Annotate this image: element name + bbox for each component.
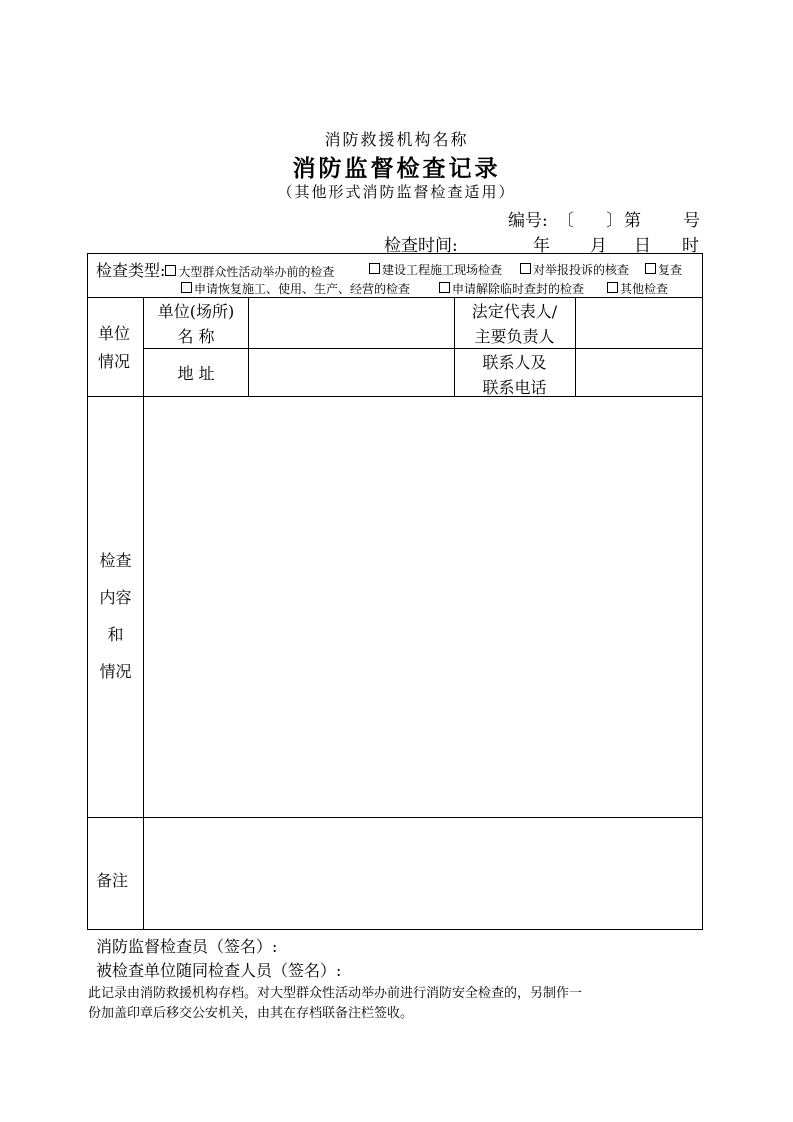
type-option-complaint[interactable]: 对举报投诉的核查: [520, 258, 629, 283]
serial-bracket-open: 〔: [557, 211, 574, 231]
type-option-large-event[interactable]: 大型群众性活动举办前的检查: [165, 265, 334, 279]
contact-label: 联系人及 联系电话: [482, 353, 547, 397]
legal-rep-label: 法定代表人/ 主要负责人: [471, 302, 558, 346]
content-label: 检查 内容 和 情况: [99, 551, 132, 681]
checkbox-icon[interactable]: [439, 282, 450, 293]
remarks-label: 备注: [96, 871, 129, 890]
accompanying-signature: 被检查单位随同检查人员（签名）:: [96, 961, 342, 980]
type-option-recheck[interactable]: 复查: [645, 258, 682, 283]
checkbox-icon[interactable]: [165, 265, 176, 276]
checkbox-icon[interactable]: [607, 282, 618, 293]
type-option-other[interactable]: 其他检查: [607, 277, 668, 302]
checkbox-icon[interactable]: [645, 263, 656, 274]
checkbox-icon[interactable]: [369, 263, 380, 274]
type-option-resume[interactable]: 申请恢复施工、使用、生产、经营的检查: [181, 277, 410, 302]
unit-name-label: 单位(场所) 名 称: [157, 302, 235, 346]
unit-name-field[interactable]: [250, 299, 452, 347]
unit-info-label: 单位 情况: [98, 324, 131, 371]
contact-field[interactable]: [577, 350, 701, 395]
type-option-unseal[interactable]: 申请解除临时查封的检查: [439, 277, 584, 302]
serial-bracket-close: 〕: [606, 211, 623, 231]
checkbox-icon[interactable]: [181, 282, 192, 293]
note-line-1: 此记录由消防救援机构存档。对大型群众性活动举办前进行消防安全检查的，另制作一: [88, 986, 583, 1001]
agency-name: 消防救援机构名称: [324, 130, 469, 149]
content-field[interactable]: [145, 398, 701, 816]
legal-rep-field[interactable]: [577, 299, 701, 347]
inspector-signature: 消防监督检查员（签名）:: [96, 937, 278, 956]
serial-di: 第: [624, 211, 641, 231]
time-month: 月: [590, 236, 607, 256]
remarks-field[interactable]: [145, 819, 701, 928]
time-year: 年: [533, 236, 550, 256]
type-option-construction[interactable]: 建设工程施工现场检查: [369, 258, 502, 283]
note-line-2: 份加盖印章后移交公安机关，由其在存档联备注栏签收。: [88, 1006, 414, 1021]
inspection-type-label: 检查类型:: [96, 261, 166, 280]
inspection-time-label: 检查时间:: [384, 236, 458, 256]
document-subtitle: （其他形式消防监督检查适用）: [277, 183, 516, 201]
record-table: [87, 253, 703, 930]
time-day: 日: [634, 236, 651, 256]
address-field[interactable]: [250, 350, 452, 395]
time-hour: 时: [682, 236, 699, 256]
checkbox-icon[interactable]: [520, 263, 531, 274]
serial-hao: 号: [683, 211, 700, 231]
document-title: 消防监督检查记录: [292, 156, 501, 182]
serial-label: 编号:: [508, 211, 548, 231]
address-label: 地 址: [177, 364, 215, 383]
